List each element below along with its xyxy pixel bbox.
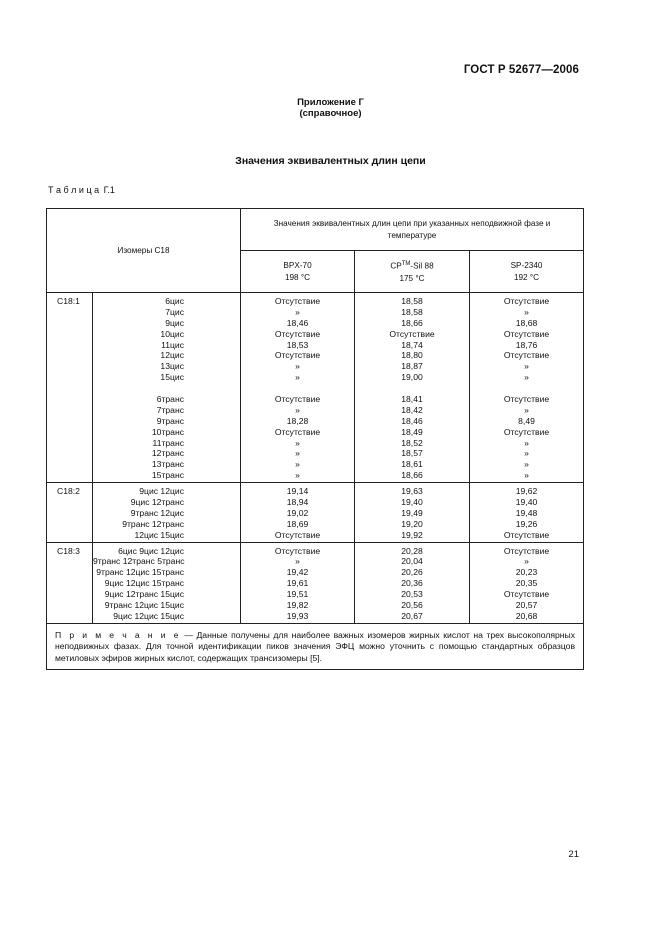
cell-value: 18,61 — [401, 459, 423, 470]
cell-value: Отсутствие — [274, 426, 321, 437]
cell-value: 20,36 — [401, 578, 423, 589]
cell-value: » — [295, 459, 300, 470]
cell-value: 19,93 — [286, 610, 309, 621]
cell-value: 9цис — [165, 317, 185, 328]
isomer-cell — [93, 483, 241, 542]
sp-cell — [470, 542, 584, 623]
cell-value: Отсутствие — [503, 350, 550, 361]
column-name: BPX-70 — [283, 260, 312, 270]
table-label-number: Г.1 — [103, 185, 115, 195]
column-temp: 192 °С — [513, 272, 540, 282]
cell-value: 19,62 — [515, 486, 538, 497]
cell-value: Отсутствие — [503, 589, 550, 600]
column-name-suffix: -Sil 88 — [410, 261, 434, 271]
annex-title: Приложение Г — [297, 97, 364, 108]
cp-cell — [355, 542, 470, 623]
cell-value: 18,28 — [286, 415, 309, 426]
cell-value: 6цис 9цис 12цис — [118, 545, 185, 556]
cell-value: » — [295, 306, 300, 317]
isomer-cell — [93, 542, 241, 623]
cell-value: 20,67 — [401, 610, 423, 621]
cell-value: 9цис 12транс — [130, 497, 185, 508]
note-text: — Данные получены для наиболее важных изомеров жирных кислот на трех высокополярных неподвижных фазах. Для точной идентификации пиков значения ЭФЦ можно уточнить с помощью стандартных образцов метиловых эфиров жирных кислот, содержащих трансизомеры [5]. — [55, 629, 576, 663]
cell-value: 20,56 — [401, 600, 423, 611]
group-label: С18:3 — [47, 542, 93, 623]
cell-value: 12цис 15цис — [134, 529, 185, 540]
cell-value: » — [524, 306, 529, 317]
cell-value: 18,66 — [401, 317, 423, 328]
cell-value: » — [524, 470, 529, 481]
cell-value: 9транс — [156, 415, 185, 426]
header-group: Значения эквивалентных длин цепи при указанных неподвижной фазе и температуре — [241, 209, 584, 251]
cell-value: 7цис — [165, 306, 185, 317]
cell-value: 19,42 — [286, 567, 309, 578]
table-label-prefix: Т а б л и ц а — [48, 185, 100, 195]
cell-value: 9цис 12цис 15транс — [104, 578, 185, 589]
table-label — [48, 185, 115, 195]
cell-value: » — [295, 556, 300, 567]
column-temp: 198 °С — [284, 272, 311, 282]
cell-value: 6цис — [165, 296, 185, 306]
cell-value: 20,28 — [401, 545, 423, 556]
cell-value: 18,42 — [401, 404, 423, 415]
cell-value: 13цис — [160, 361, 185, 372]
cell-value: 18,46 — [286, 317, 309, 328]
cell-value: 20,57 — [515, 600, 538, 611]
group-row-c18-2 — [47, 483, 584, 542]
chain-length-table — [46, 208, 584, 670]
group-row-c18-3 — [47, 542, 584, 623]
cell-value: 18,58 — [401, 296, 423, 306]
sp-cell — [470, 293, 584, 483]
cell-value: Отсутствие — [503, 394, 550, 405]
group-label: С18:2 — [47, 483, 93, 542]
cell-value: 10цис — [160, 328, 185, 339]
cell-value: » — [524, 437, 529, 448]
cell-value: » — [524, 361, 529, 372]
cell-value: 18,68 — [515, 317, 538, 328]
cell-value: 19,40 — [401, 497, 423, 508]
bpx-cell — [241, 542, 355, 623]
cell-value: 19,61 — [286, 578, 309, 589]
standard-number: ГОСТ Р 52677—2006 — [463, 64, 579, 76]
cp-cell — [355, 483, 470, 542]
cell-value: 19,40 — [515, 497, 538, 508]
cell-value: » — [524, 459, 529, 470]
cell-value: 18,66 — [401, 470, 423, 481]
cell-value: 18,53 — [286, 339, 309, 350]
cell-value: 20,23 — [515, 567, 538, 578]
page-number: 21 — [568, 849, 579, 860]
bpx-cell — [241, 483, 355, 542]
cell-value: 9транс 12цис — [130, 507, 185, 518]
note-label: П р и м е ч а н и е — [55, 629, 181, 640]
header-column-cp — [355, 251, 470, 293]
cell-value: 18,49 — [401, 426, 423, 437]
cell-value: » — [524, 404, 529, 415]
cell-value: 9транс 12цис 15цис — [104, 600, 185, 611]
cell-value: 9цис 12транс 15цис — [104, 589, 185, 600]
table-note — [47, 623, 584, 670]
cell-value: » — [524, 556, 529, 567]
cell-value: 15транс — [151, 470, 185, 481]
cell-value: 19,63 — [401, 486, 423, 497]
cell-value: 11цис — [161, 339, 185, 350]
cell-value: 15цис — [160, 372, 185, 383]
cell-value: 19,49 — [401, 507, 423, 518]
cp-cell — [355, 293, 470, 483]
cell-value: 20,04 — [401, 556, 423, 567]
cell-value: 9транс 12транс 5транс — [93, 556, 185, 567]
cell-value: 18,87 — [401, 361, 423, 372]
column-name: CP — [390, 261, 402, 271]
cell-value: Отсутствие — [274, 529, 321, 540]
cell-value: » — [295, 372, 300, 383]
cell-value: Отсутствие — [503, 328, 550, 339]
isomer-cell — [93, 293, 241, 483]
cell-value: » — [295, 437, 300, 448]
cell-value: 19,82 — [286, 600, 309, 611]
cell-value: Отсутствие — [389, 328, 435, 339]
cell-value: Отсутствие — [274, 350, 321, 361]
cell-value: 18,58 — [401, 306, 423, 317]
cell-value: 10транс — [151, 426, 185, 437]
cell-value: Отсутствие — [503, 426, 550, 437]
bpx-cell — [241, 293, 355, 483]
cell-value: 12транс — [151, 448, 185, 459]
section-title: Значения эквивалентных длин цепи — [235, 155, 426, 167]
cell-value: 7транс — [156, 404, 185, 415]
header-isomers: Изомеры С18 — [47, 209, 241, 293]
cell-value: » — [524, 372, 529, 383]
cell-value: Отсутствие — [503, 545, 550, 556]
cell-value: 19,14 — [286, 486, 309, 497]
cell-value: 19,20 — [401, 518, 423, 529]
cell-value: 20,53 — [401, 589, 423, 600]
cell-value: » — [295, 404, 300, 415]
cell-value: Отсутствие — [274, 394, 321, 405]
column-name: SP-2340 — [510, 260, 543, 270]
column-temp: 175 °С — [399, 273, 425, 283]
cell-value: 18,46 — [401, 415, 423, 426]
cell-value: 19,48 — [515, 507, 538, 518]
cell-value: 20,35 — [515, 578, 538, 589]
cell-value: 18,76 — [515, 339, 538, 350]
cell-value: 18,94 — [286, 497, 309, 508]
sp-cell — [470, 483, 584, 542]
cell-value: 9транс 12транс — [122, 518, 185, 529]
cell-value: 9транс 12цис 15транс — [96, 567, 185, 578]
cell-value: 19,26 — [515, 518, 538, 529]
cell-value: 9цис 12цис 15цис — [113, 610, 185, 621]
cell-value: 11транс — [152, 437, 185, 448]
cell-value: 18,57 — [401, 448, 423, 459]
cell-value: 8,49 — [518, 415, 535, 426]
cell-value: Отсутствие — [274, 328, 321, 339]
cell-value: 18,74 — [401, 339, 423, 350]
cell-value: 18,52 — [401, 437, 423, 448]
cell-value: 18,69 — [286, 518, 309, 529]
cell-value: 19,00 — [401, 372, 423, 383]
cell-value: 18,80 — [401, 350, 423, 361]
group-label: С18:1 — [47, 293, 93, 483]
cell-value: Отсутствие — [274, 296, 321, 306]
cell-value: Отсутствие — [503, 296, 550, 306]
cell-value: Отсутствие — [503, 529, 550, 540]
cell-value: 20,68 — [515, 610, 538, 621]
header-column-bpx — [241, 251, 355, 293]
cell-value: 6транс — [156, 394, 185, 405]
cell-value: 19,92 — [401, 529, 423, 540]
cell-value: » — [524, 448, 529, 459]
cell-value: 13транс — [151, 459, 185, 470]
cell-value: 9цис 12цис — [139, 486, 185, 497]
cell-value: » — [295, 448, 300, 459]
group-row-c18-1 — [47, 293, 584, 483]
cell-value: 12цис — [160, 350, 185, 361]
column-name-sup: TM — [401, 261, 411, 268]
cell-value: 19,51 — [286, 589, 309, 600]
cell-value: 18,41 — [401, 394, 423, 405]
cell-value: » — [295, 470, 300, 481]
annex-type: (справочное) — [299, 108, 362, 119]
header-column-sp — [470, 251, 584, 293]
cell-value: » — [295, 361, 300, 372]
cell-value: Отсутствие — [274, 545, 321, 556]
cell-value: 19,02 — [286, 507, 309, 518]
cell-value: 20,26 — [401, 567, 423, 578]
